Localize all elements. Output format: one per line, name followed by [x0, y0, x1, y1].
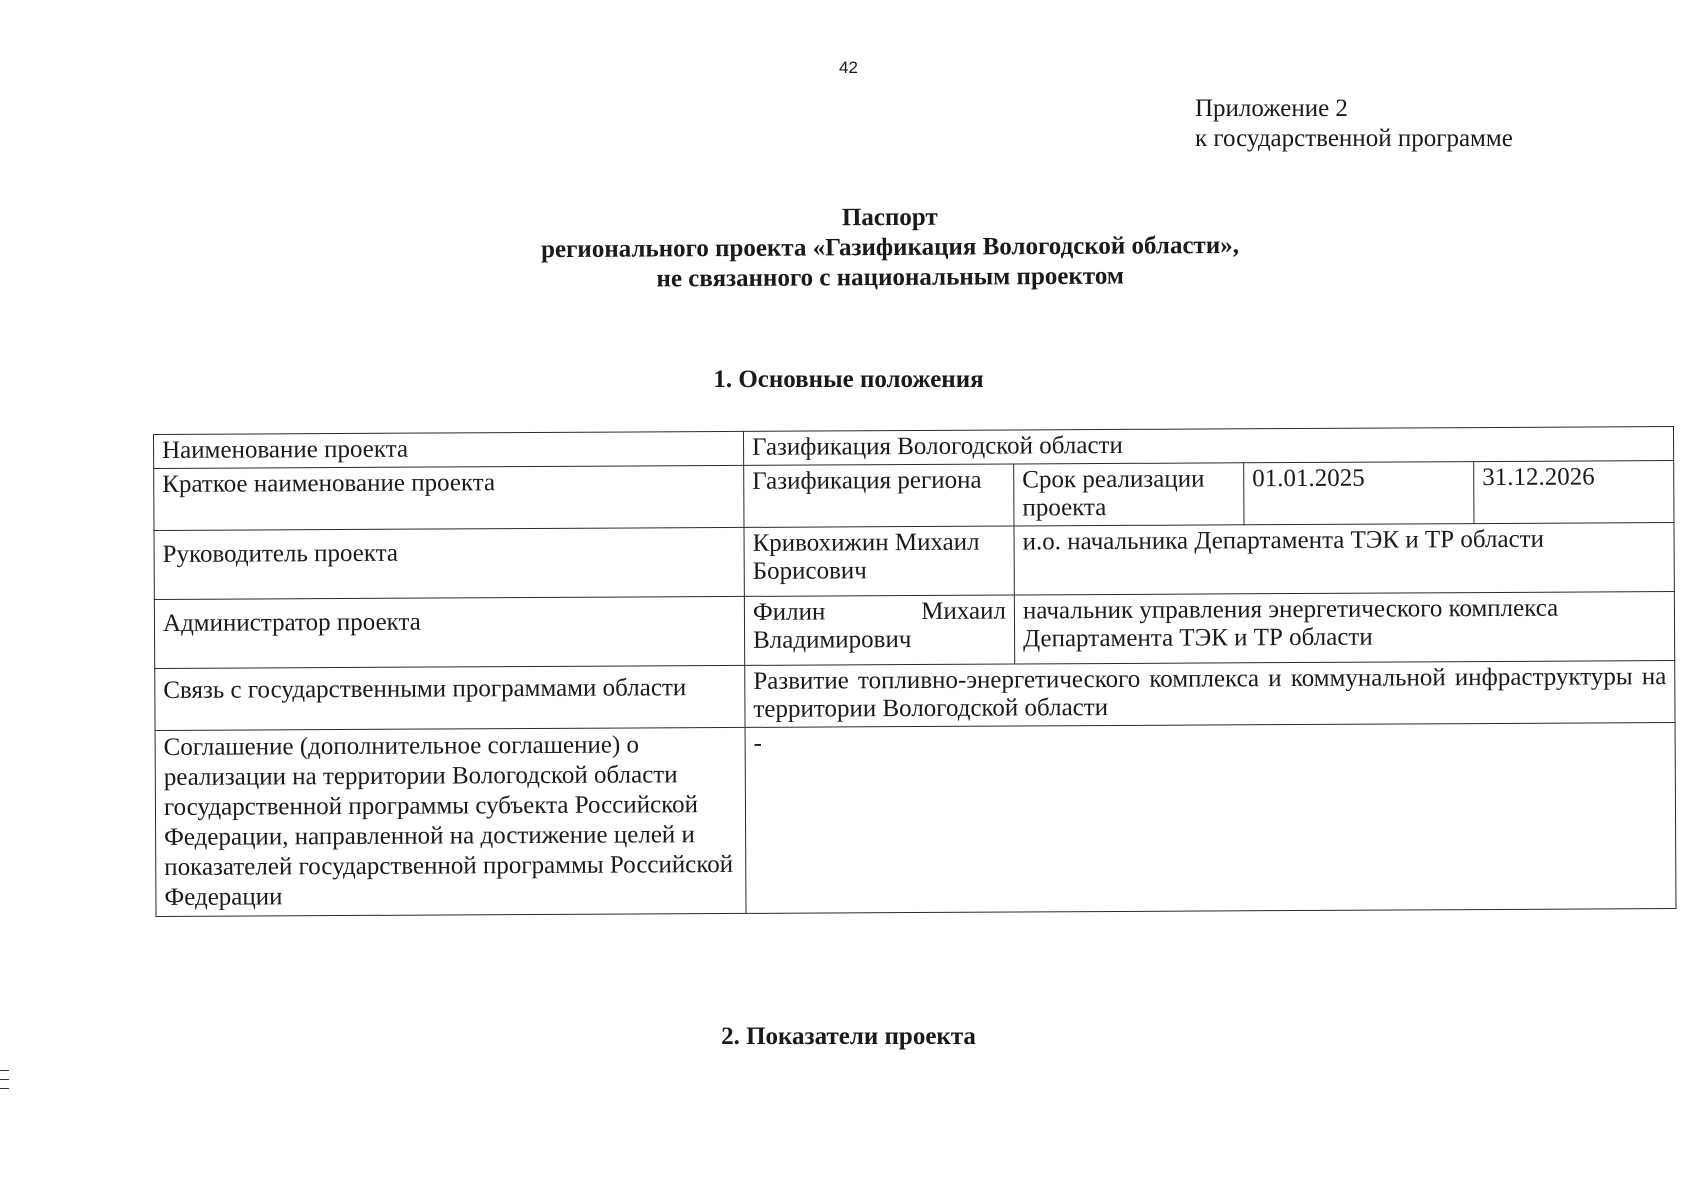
passport-table: [153, 426, 1677, 917]
cell-short-label: Краткое наименование проекта: [154, 465, 744, 530]
section-2-heading: 2. Показатели проекта: [721, 1023, 976, 1050]
cell-name-value: Газификация Вологодской области: [743, 427, 1673, 466]
cell-term-label: Срок реализации проекта: [1014, 463, 1244, 526]
cell-agreement-value: -: [745, 723, 1676, 914]
appendix-line-2: к государственной программе: [1195, 125, 1513, 152]
cell-agreement-label: Соглашение (дополнительное соглашение) о реализации на территории Вологодской области государственной программы субъекта Российской Федерации, направленной на достижение целей и показателей государственной программы Российской Федерации: [155, 727, 746, 916]
table-row-program-link: [155, 661, 1675, 731]
appendix-note: [1195, 94, 1513, 154]
cell-admin-name: Филин Михаил Владимирович: [744, 595, 1014, 665]
table-row-admin: [154, 592, 1674, 669]
cell-short-value: Газификация региона: [744, 464, 1014, 527]
table-row-short-name: [154, 461, 1674, 531]
cell-leader-label: Руководитель проекта: [154, 527, 744, 599]
margin-mark: [0, 1079, 9, 1080]
title-line-2: регионального проекта «Газификация Вологодской области»,: [540, 231, 1240, 264]
section-1-heading: 1. Основные положения: [713, 366, 984, 393]
title-line-1: Паспорт: [841, 203, 938, 232]
table-row-leader: [154, 523, 1674, 600]
margin-marks: [0, 1070, 10, 1097]
title-line-3: не связанного с национальным проектом: [656, 262, 1124, 293]
cell-admin-position: начальник управления энергетического комплекса Департамента ТЭК и ТР области: [1014, 592, 1674, 664]
cell-leader-position: и.о. начальника Департамента ТЭК и ТР области: [1014, 523, 1674, 595]
page-number: 42: [839, 58, 858, 77]
cell-link-label: Связь с государственными программами области: [155, 665, 745, 730]
cell-link-value: Развитие топливно-энергетического комплекса и коммунальной инфраструктуры на территории Вологодской области: [745, 661, 1675, 728]
cell-leader-name: Кривохижин Михаил Борисович: [744, 526, 1014, 596]
cell-admin-label: Администратор проекта: [154, 596, 744, 668]
cell-term-end: 31.12.2026: [1474, 461, 1674, 524]
table-row-agreement: [155, 723, 1676, 917]
cell-term-start: 01.01.2025: [1244, 462, 1474, 525]
cell-name-label: Наименование проекта: [154, 431, 744, 468]
margin-mark: [0, 1088, 9, 1089]
document-title: [380, 200, 1401, 296]
margin-mark: [0, 1070, 9, 1071]
appendix-line-1: Приложение 2: [1195, 95, 1348, 122]
